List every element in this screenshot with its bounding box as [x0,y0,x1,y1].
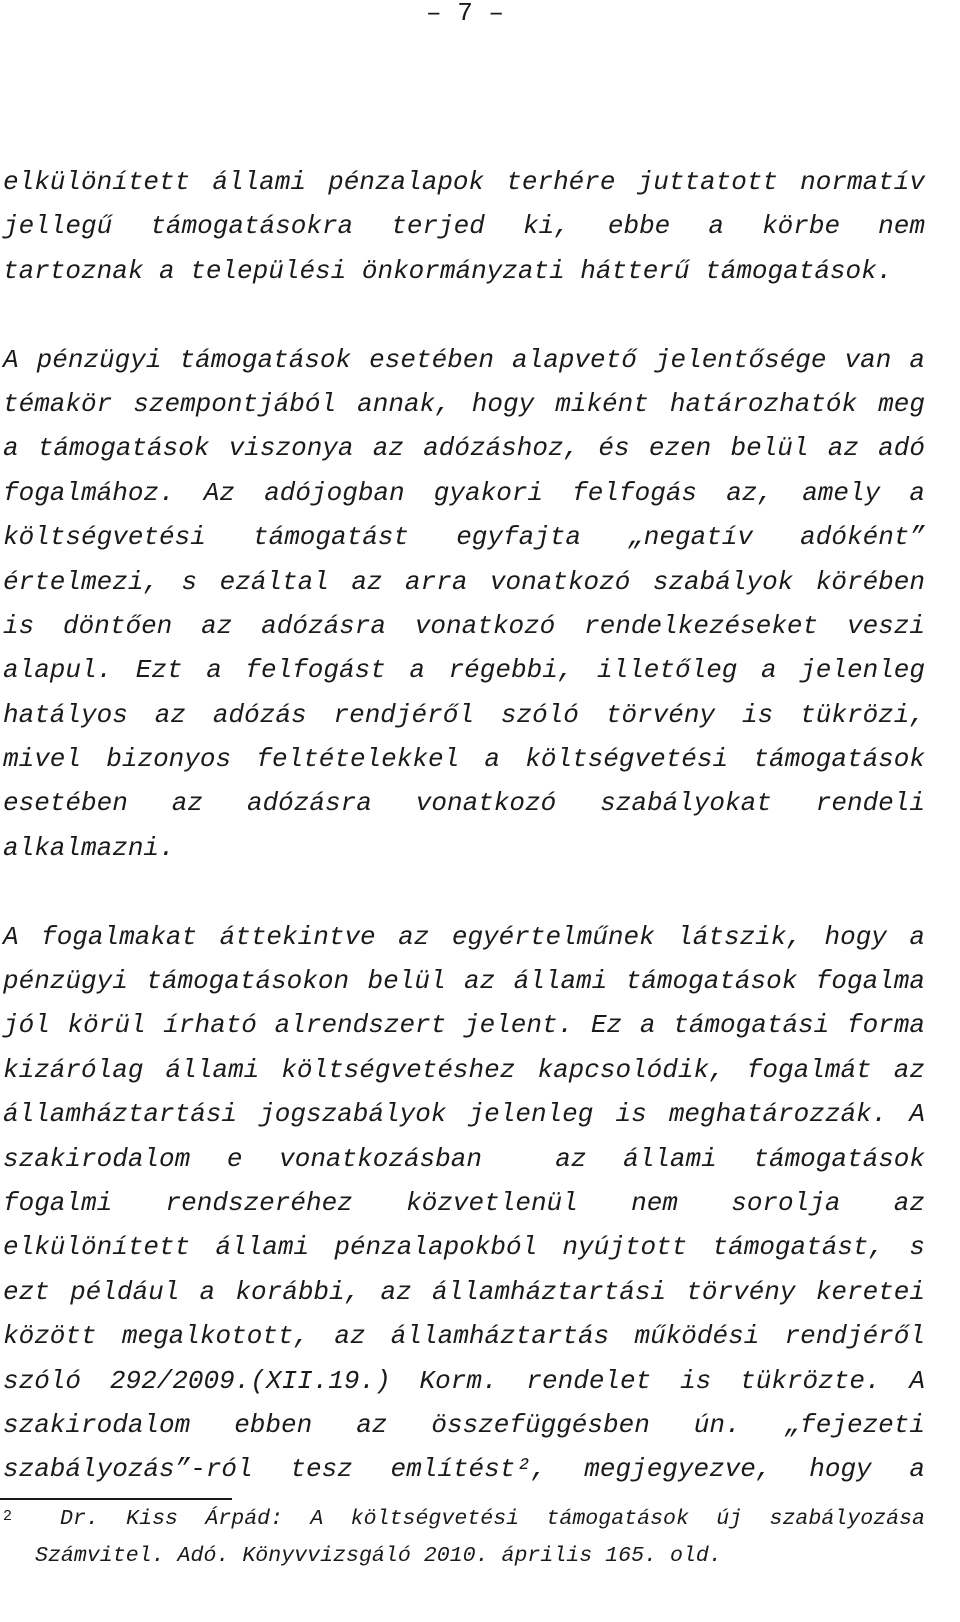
body-text [3,160,925,1536]
text-line: alapul. Ezt a felfogást a régebbi, illetőleg a jelenleg [3,655,925,686]
text-line: fogalmához. Az adójogban gyakori felfogás az, amely a [3,477,925,508]
text-line: a támogatások viszonya az adózáshoz, és ezen belül az adó [3,433,925,464]
text-line: jellegű támogatásokra terjed ki, ebbe a körbe nem [3,211,925,242]
footnote-separator [0,1498,232,1500]
text-line: között megalkotott, az államháztartás működési rendjéről [3,1321,925,1352]
text-line: hatályos az adózás rendjéről szóló törvény is tükrözi, [3,699,925,730]
footnote-line: Dr. Kiss Árpád: A költségvetési támogatások új szabályozása [60,1507,925,1531]
text-line: költségvetési támogatást egyfajta „negatív adóként” [3,522,925,553]
text-line: fogalmi rendszeréhez közvetlenül nem sorolja az [3,1187,925,1218]
text-line: pénzügyi támogatásokon belül az állami támogatások fogalma [3,966,925,997]
text-line: témakör szempontjából annak, hogy miként határozhatók meg [3,388,925,419]
text-line: szakirodalom ebben az összefüggésben ún. „fejezeti [3,1409,925,1440]
paragraph [3,160,925,293]
text-line: is döntően az adózásra vonatkozó rendelkezéseket veszi [3,610,925,641]
text-line: értelmezi, s ezáltal az arra vonatkozó szabályok körében [3,566,925,597]
text-line: államháztartási jogszabályok jelenleg is meghatározzák. A [3,1099,925,1130]
footnote-line: Számvitel. Adó. Könyvvizsgáló 2010. április 165. old. [35,1544,722,1568]
text-line: mivel bizonyos feltételekkel a költségvetési támogatások [3,744,925,775]
text-line: kizárólag állami költségvetéshez kapcsolódik, fogalmát az [3,1054,925,1085]
text-line: esetében az adózásra vonatkozó szabályokat rendeli [3,788,925,819]
text-line: A pénzügyi támogatások esetében alapvető jelentősége van a [3,344,925,375]
paragraph [3,915,925,1492]
text-line: ezt például a korábbi, az államháztartási törvény keretei [3,1276,925,1307]
text-line: elkülönített állami pénzalapokból nyújtott támogatást, s [3,1232,925,1263]
text-line: szóló 292/2009.(XII.19.) Korm. rendelet is tükrözte. A [3,1365,925,1396]
text-line: elkülönített állami pénzalapok terhére juttatott normatív [3,167,925,197]
text-line: alkalmazni. [3,832,175,863]
text-line: jól körül írható alrendszert jelent. Ez a támogatási forma [3,1010,925,1041]
paragraph [3,338,925,871]
footnote-marker: 2 [3,1508,13,1525]
page-number: – 7 – [425,0,504,28]
text-line: A fogalmakat áttekintve az egyértelműnek látszik, hogy a [3,921,925,952]
text-line: szakirodalom e vonatkozásban az állami támogatások [3,1143,925,1174]
text-line: tartoznak a települési önkormányzati hátterű támogatások. [3,255,893,286]
text-line: szabályozás”-ról tesz említést², megjegyezve, hogy a [3,1454,925,1485]
